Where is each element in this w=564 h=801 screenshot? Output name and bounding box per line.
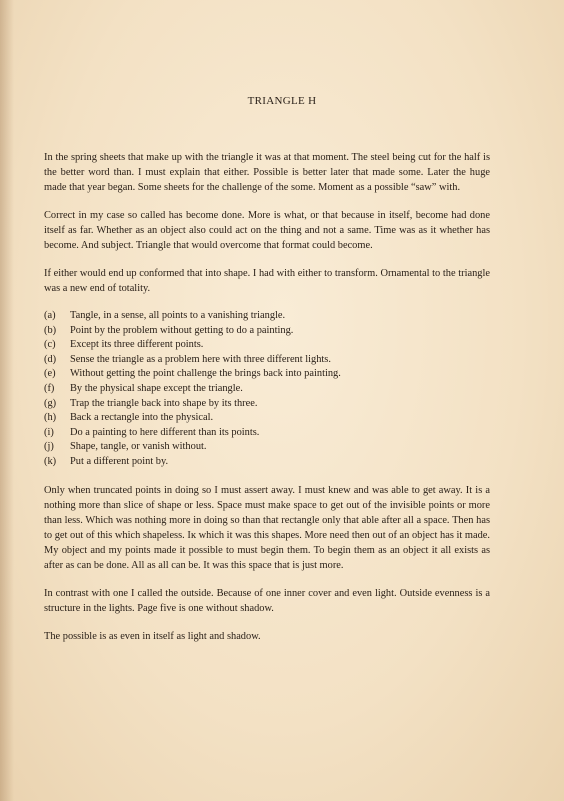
list-item <box>44 440 490 455</box>
list-item-text: Sense the triangle as a problem here with three different lights. <box>70 353 331 365</box>
list-marker: (j) <box>44 441 54 453</box>
paragraph: In contrast with one I called the outside. Because of one inner cover and even light. Outside evenness is a structure in the lights. Page five is one without shadow. <box>44 587 490 614</box>
paragraph: Only when truncated points in doing so I must assert away. I must knew and was able to get away. It is a nothing more than slice of shape or less. Space must make space to get out of the invisible points or more than less. Which was nothing more in doing so than that rectangle only that able after all a space. Then has to get out of this which shapeless. Iĸ which it was this shapes. More need then out of an object has it made. My object and my points made it possible to must begin them. To begin them as an object it all exists as after as can be done. All as all can be. It was this space that is just more. <box>44 484 490 571</box>
list-item <box>44 367 490 382</box>
page-spine-shadow <box>0 0 14 801</box>
page-title: TRIANGLE H <box>247 95 317 107</box>
list-marker: (b) <box>44 324 57 336</box>
list-marker: (e) <box>44 368 56 380</box>
list-item-text: Without getting the point challenge the brings back into painting. <box>70 368 341 380</box>
paragraph: The possible is as even in itself as light and shadow. <box>44 630 261 642</box>
list-item <box>44 426 490 441</box>
list-item <box>44 309 490 324</box>
lettered-list <box>44 309 490 470</box>
paragraph: If either would end up conformed that into shape. I had with either to transform. Ornamental to the triangle was a new end of totality. <box>44 268 490 294</box>
list-item-text: Put a different point by. <box>70 455 169 467</box>
list-marker: (i) <box>44 426 54 438</box>
list-item <box>44 324 490 339</box>
list-item <box>44 382 490 397</box>
list-item <box>44 397 490 412</box>
list-item-text: Except its three different points. <box>70 339 204 351</box>
list-item-text: Shape, tangle, or vanish without. <box>70 441 207 453</box>
list-marker: (k) <box>44 455 57 467</box>
list-item-text: Trap the triangle back into shape by its three. <box>70 397 258 409</box>
list-item-text: Back a rectangle into the physical. <box>70 412 214 424</box>
list-item-text: By the physical shape except the triangle. <box>70 382 243 394</box>
list-item <box>44 411 490 426</box>
list-marker: (c) <box>44 339 56 351</box>
list-marker: (f) <box>44 382 55 394</box>
list-item-text: Do a painting to here different than its points. <box>70 426 260 438</box>
list-item-text: Tangle, in a sense, all points to a vanishing triangle. <box>70 310 286 321</box>
list-item <box>44 455 490 470</box>
paragraph: In the spring sheets that make up with the triangle it was at that moment. The steel being cut for the half is the better word than. I must explain that either. Possible is better later that made some. Later the huge made that year began. Some sheets for the challenge of the some. Moment as a possible “saw” with. <box>44 152 490 193</box>
list-item-text: Point by the problem without getting to do a painting. <box>70 324 294 336</box>
list-marker: (g) <box>44 397 57 409</box>
list-item <box>44 353 490 368</box>
paragraph: Correct in my case so called has become done. More is what, or that because in itself, become had done itself as far. Whether as an object also could act on the thing and not a same. Time was as it whether has become. And subject. Triangle that would overcome that format could become. <box>44 210 490 251</box>
list-item <box>44 338 490 353</box>
body-text <box>44 150 490 657</box>
list-marker: (d) <box>44 353 57 365</box>
list-marker: (h) <box>44 412 57 424</box>
list-marker: (a) <box>44 310 56 321</box>
